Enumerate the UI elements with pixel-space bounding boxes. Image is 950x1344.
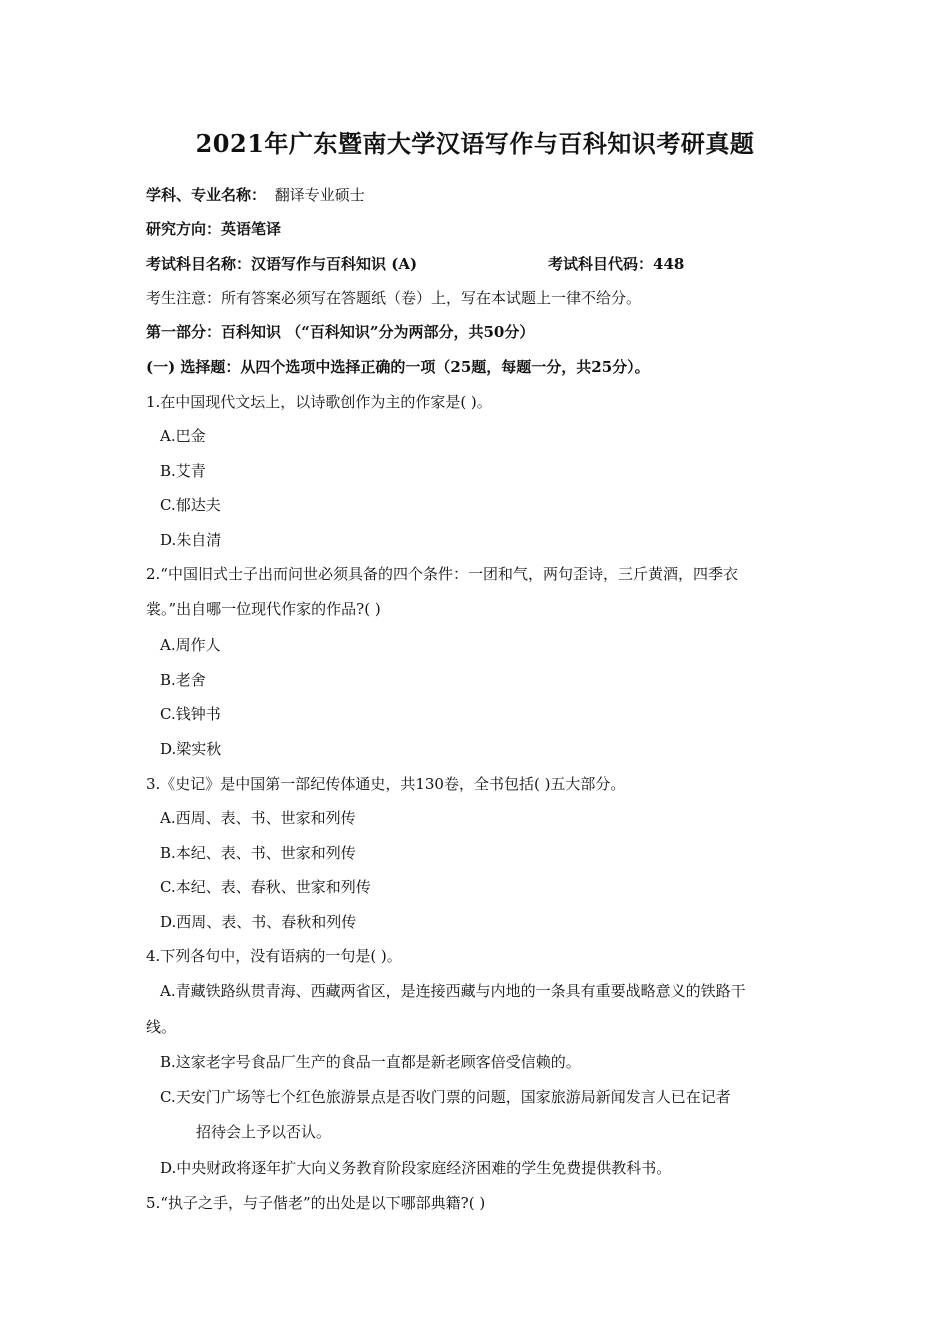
question-4-option-c-line1: C.天安门广场等七个红色旅游景点是否收门票的问题，国家旅游局新闻发言人已在记者: [160, 1088, 731, 1106]
major-line: [146, 184, 365, 205]
question-1-option-a: A.巴金: [160, 427, 206, 445]
question-1-stem: 1.在中国现代文坛上，以诗歌创作为主的作家是( )。: [146, 393, 492, 411]
question-1-option-d: D.朱自清: [160, 531, 222, 549]
question-4-option-b: B.这家老字号食品厂生产的食品一直都是新老顾客倍受信赖的。: [160, 1053, 581, 1071]
question-2-option-c: C.钱钟书: [160, 705, 221, 723]
question-3-option-c: C.本纪、表、春秋、世家和列传: [160, 878, 371, 896]
question-3-option-a: A.西周、表、书、世家和列传: [160, 809, 356, 827]
major-value: 翻译专业硕士: [274, 186, 365, 204]
exam-notice: 考生注意：所有答案必须写在答题纸（卷）上，写在本试题上一律不给分。: [146, 289, 642, 307]
page-title: 2021年广东暨南大学汉语写作与百科知识考研真题: [195, 129, 755, 158]
question-1-option-c: C.郁达夫: [160, 496, 221, 514]
research-direction: 研究方向：英语笔译: [146, 220, 282, 238]
question-3-option-d: D.西周、表、书、春秋和列传: [160, 913, 357, 931]
question-2-option-a: A.周作人: [160, 636, 221, 654]
question-4-option-d: D.中央财政将逐年扩大向义务教育阶段家庭经济困难的学生免费提供教科书。: [160, 1159, 672, 1177]
subsection-heading: (一) 选择题：从四个选项中选择正确的一项（25题，每题一分，共25分）。: [146, 358, 650, 376]
question-2-option-b: B.老舍: [160, 671, 206, 689]
question-4-option-a-line1: A.青藏铁路纵贯青海、西藏两省区，是连接西藏与内地的一条具有重要战略意义的铁路干: [160, 982, 746, 1000]
question-2-stem-line1: 2.“中国旧式士子出而问世必须具备的四个条件：一团和气，两句歪诗，三斤黄酒，四季衣: [146, 565, 738, 583]
question-5-stem: 5.“执子之手，与子偕老”的出处是以下哪部典籍?( ): [146, 1194, 486, 1212]
subject-code: 考试科目代码：448: [548, 255, 685, 273]
part-heading: 第一部分：百科知识 （“百科知识”分为两部分，共50分）: [146, 323, 535, 341]
question-4-option-c-line2: 招待会上予以否认。: [196, 1123, 332, 1141]
question-1-option-b: B.艾青: [160, 462, 206, 480]
question-2-stem-line2: 裳。”出自哪一位现代作家的作品?( ): [146, 600, 381, 618]
question-4-option-a-line2: 线。: [146, 1018, 177, 1036]
question-4-stem: 4.下列各句中，没有语病的一句是( )。: [146, 947, 402, 965]
question-3-option-b: B.本纪、表、书、世家和列传: [160, 844, 356, 862]
question-2-option-d: D.梁实秋: [160, 740, 222, 758]
subject-line: [146, 253, 846, 274]
major-label: 学科、专业名称：: [146, 186, 267, 204]
question-3-stem: 3.《史记》是中国第一部纪传体通史，共130卷，全书包括( )五大部分。: [146, 775, 626, 793]
subject-name: 考试科目名称：汉语写作与百科知识 (A): [146, 255, 418, 273]
